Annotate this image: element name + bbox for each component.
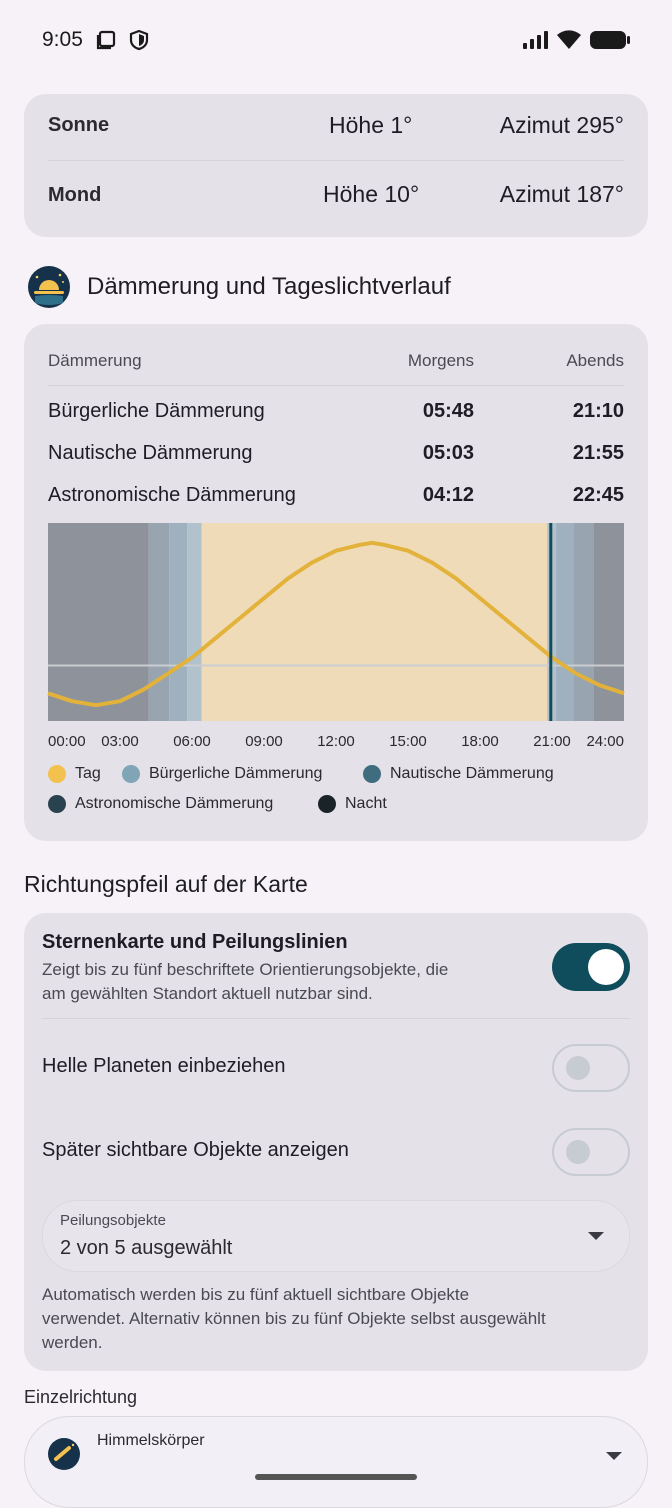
gesture-nav-bar[interactable]	[255, 1474, 417, 1480]
twilight-header-name: Dämmerung	[48, 351, 142, 370]
single-direction-title: Einzelrichtung	[24, 1387, 138, 1407]
bearing-note-2: verwendet. Alternativ können bis zu fünf Objekte selbst ausgewählt	[42, 1309, 546, 1328]
legend-label-civil: Bürgerliche Dämmerung	[149, 765, 323, 782]
phase-band-civil	[187, 523, 201, 721]
later-visible-label: Später sichtbare Objekte anzeigen	[42, 1139, 349, 1161]
sun-label: Sonne	[48, 114, 110, 136]
x-tick-label: 12:00	[317, 733, 355, 750]
x-tick-label: 00:00	[48, 733, 86, 750]
wifi-icon	[556, 28, 582, 50]
twilight-row-morning: 04:12	[422, 484, 474, 506]
signal-icon	[522, 30, 550, 50]
phase-band-day	[202, 523, 548, 721]
x-tick-label: 09:00	[245, 733, 283, 750]
twilight-row-name: Astronomische Dämmerung	[48, 484, 296, 506]
celestial-body-label: Himmelskörper	[97, 1432, 205, 1449]
telescope-icon	[47, 1437, 81, 1471]
phase-band-astronomical	[574, 523, 594, 721]
twilight-row-name: Nautische Dämmerung	[48, 442, 253, 464]
dropdown-arrow-icon	[587, 1231, 605, 1241]
twilight-card	[24, 324, 648, 841]
twilight-header-divider	[48, 385, 624, 386]
legend-label-astronomical: Astronomische Dämmerung	[75, 795, 274, 812]
dropdown-arrow-icon	[605, 1451, 623, 1461]
positions-divider	[48, 160, 624, 161]
later-visible-toggle[interactable]	[552, 1128, 630, 1176]
shield-icon	[128, 29, 150, 51]
bright-planets-toggle[interactable]	[552, 1044, 630, 1092]
phase-band-nautical	[169, 523, 187, 721]
legend-dot-astronomical	[48, 795, 66, 813]
sunrise-icon	[27, 265, 71, 309]
twilight-row-evening: 22:45	[572, 484, 624, 506]
bearing-note-3: werden.	[42, 1333, 103, 1352]
moon-azimuth: Azimut 187°	[499, 181, 624, 207]
legend-dot-civil	[122, 765, 140, 783]
phase-band-nautical	[556, 523, 574, 721]
twilight-row-evening: 21:55	[572, 442, 624, 464]
bearing-objects-label: Peilungsobjekte	[60, 1212, 166, 1229]
twilight-section-title: Dämmerung und Tageslichtverlauf	[87, 273, 451, 300]
sun-elevation: Höhe 1°	[329, 112, 413, 138]
twilight-row-morning: 05:48	[422, 400, 474, 422]
twilight-row-morning: 05:03	[422, 442, 474, 464]
battery-icon	[589, 29, 631, 51]
legend-label-night: Nacht	[345, 795, 387, 812]
x-tick-label: 15:00	[389, 733, 427, 750]
legend-dot-night	[318, 795, 336, 813]
phase-band-astronomical	[149, 523, 169, 721]
arrow-section-title: Richtungspfeil auf der Karte	[24, 871, 308, 897]
celestial-body-dropdown[interactable]	[24, 1416, 648, 1508]
scroll-content[interactable]	[0, 112, 672, 1460]
star-map-description-2: am gewählten Standort aktuell nutzbar sind.	[42, 984, 373, 1003]
arrow-settings-card	[24, 913, 648, 1371]
legend-label-nautical: Nautische Dämmerung	[390, 765, 554, 782]
daylight-chart	[48, 523, 624, 753]
status-time: 9:05	[42, 28, 83, 51]
twilight-row-evening: 21:10	[572, 400, 624, 422]
twilight-header-evening: Abends	[566, 351, 624, 370]
star-map-toggle[interactable]	[552, 943, 630, 991]
phase-band-night	[48, 523, 149, 721]
moon-elevation: Höhe 10°	[323, 181, 420, 207]
bearing-objects-value: 2 von 5 ausgewählt	[60, 1237, 233, 1259]
legend-dot-nautical	[363, 765, 381, 783]
sun-azimuth: Azimut 295°	[499, 112, 624, 138]
positions-card	[24, 94, 648, 237]
x-tick-label: 03:00	[101, 733, 139, 750]
star-map-description-1: Zeigt bis zu fünf beschriftete Orientierungsobjekte, die	[42, 960, 449, 979]
bearing-note-1: Automatisch werden bis zu fünf aktuell sichtbare Objekte	[42, 1285, 470, 1304]
twilight-header-morning: Morgens	[407, 351, 474, 370]
legend-dot-day	[48, 765, 66, 783]
legend-label-day: Tag	[75, 765, 101, 782]
x-tick-label: 18:00	[461, 733, 499, 750]
settings-divider	[42, 1018, 630, 1019]
x-tick-label: 06:00	[173, 733, 211, 750]
star-map-title: Sternenkarte und Peilungslinien	[42, 931, 348, 953]
bright-planets-label: Helle Planeten einbeziehen	[42, 1055, 286, 1077]
twilight-row-name: Bürgerliche Dämmerung	[48, 400, 265, 422]
status-bar	[0, 0, 672, 80]
x-tick-label: 21:00	[533, 733, 571, 750]
screenshot-icon	[95, 29, 117, 51]
bearing-objects-dropdown[interactable]	[42, 1200, 630, 1272]
moon-label: Mond	[48, 184, 102, 206]
x-tick-label: 24:00	[586, 733, 624, 750]
